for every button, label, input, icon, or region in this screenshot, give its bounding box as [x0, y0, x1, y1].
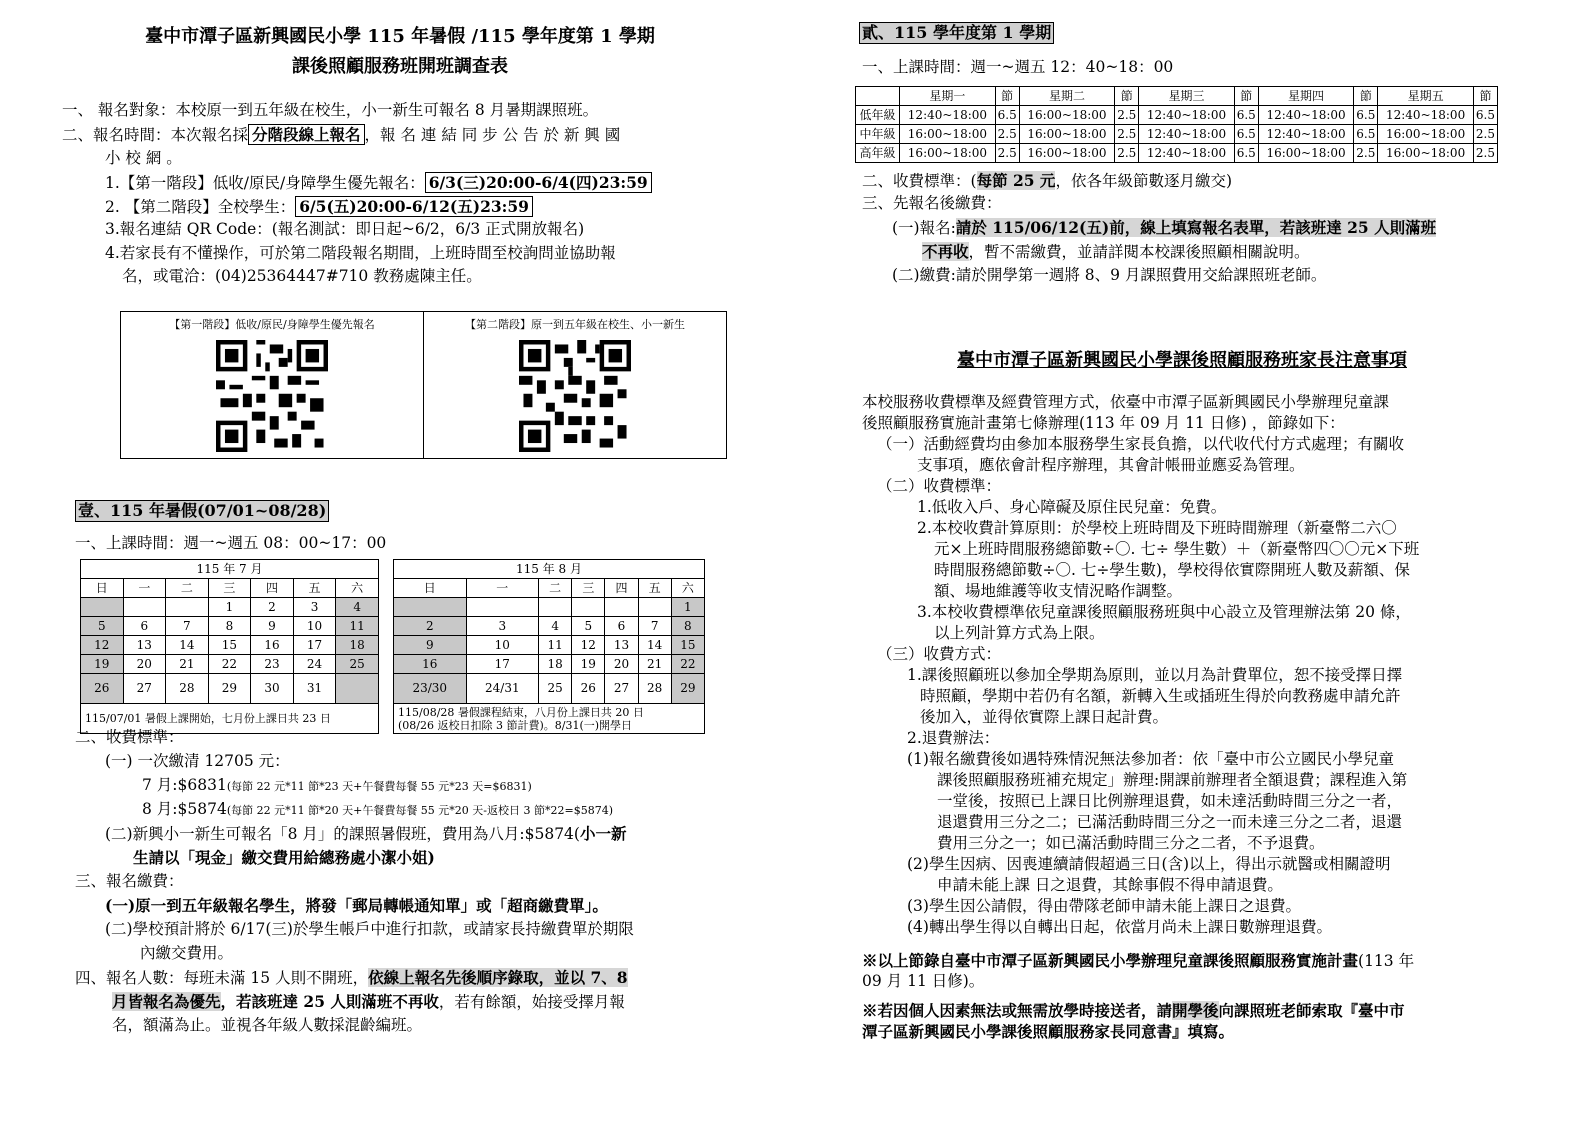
day: 7 — [638, 617, 671, 636]
weekday: 二 — [539, 579, 572, 598]
table-header — [856, 87, 900, 106]
fee-august: 8 月:$5874(每節 22 元*11 節*20 天+午餐費每餐 55 元*20 天-返校日 3 節*22=$5874) — [142, 800, 614, 818]
intro-line: 4.若家長有不懂操作，可於第二階段報名期間，上班時間至校詢問並協助報 — [105, 244, 616, 262]
day: 2 — [251, 598, 294, 617]
fee-heading: 二、收費標準： — [75, 728, 184, 746]
day: 18 — [336, 636, 379, 655]
day: 31 — [293, 674, 336, 704]
day: 24 — [293, 655, 336, 674]
day: 19 — [572, 655, 605, 674]
notice-line: 3.本校收費標準依兒童課後照顧服務班與中心設立及管理辦法第 20 條， — [917, 603, 1411, 621]
semester-hours: 一、上課時間：週一~週五 12：40~18：00 — [862, 58, 1174, 76]
day: 17 — [466, 655, 539, 674]
day: 21 — [638, 655, 671, 674]
table-header: 節 — [1354, 87, 1378, 106]
weekday: 六 — [671, 579, 704, 598]
summer-hours: 一、上課時間：週一~週五 08：00~17：00 — [75, 534, 387, 552]
day: 1 — [671, 598, 704, 617]
phase1-line: 1.【第一階段】低收/原民/身障學生優先報名： 6/3(三)20:00-6/4(四)23:59 — [105, 172, 652, 194]
day: 15 — [671, 636, 704, 655]
calendar-august — [393, 559, 705, 734]
semester-after-heading: 三、先報名後繳費： — [862, 194, 1002, 212]
day: 27 — [123, 674, 166, 704]
count-line: 名，額滿為止。並視各年級人數採混齡編班。 — [112, 1016, 423, 1034]
day: 12 — [81, 636, 124, 655]
day: 24/31 — [466, 674, 539, 704]
day: 12 — [572, 636, 605, 655]
table-header: 星期五 — [1378, 87, 1474, 106]
notice-line: 退還費用三分之二；已滿活動時間三分之一而未達三分之二者，退還 — [937, 813, 1403, 831]
table-row: 高年級 16:00~18:00 2.5 16:00~18:00 2.5 12:40~18:00 6.5 16:00~18:00 2.5 16:00~18:00 2.5 — [856, 144, 1498, 163]
qr-cell-phase1 — [121, 312, 423, 458]
day: 23/30 — [394, 674, 467, 704]
qr-code-box — [120, 311, 727, 459]
day: 8 — [671, 617, 704, 636]
table-header: 節 — [1115, 87, 1139, 106]
table-header: 星期四 — [1258, 87, 1354, 106]
day: 25 — [539, 674, 572, 704]
day: 16 — [394, 655, 467, 674]
day: 9 — [394, 636, 467, 655]
weekday: 日 — [394, 579, 467, 598]
day: 29 — [671, 674, 704, 704]
table-row: 中年級 16:00~18:00 2.5 16:00~18:00 2.5 12:40~18:00 6.5 12:40~18:00 6.5 16:00~18:00 2.5 — [856, 125, 1498, 144]
day — [572, 598, 605, 617]
day: 6 — [605, 617, 638, 636]
intro-line: 一、 報名對象：本校原一到五年級在校生，小一新生可報名 8 月暑期課照班。 — [62, 101, 599, 119]
day: 21 — [166, 655, 209, 674]
weekday: 三 — [572, 579, 605, 598]
weekday: 日 — [81, 579, 124, 598]
day: 28 — [638, 674, 671, 704]
calendar-note: 115/08/28 暑假課程結束，八月份上課日共 20 日 (08/26 返校日扣除 3 節計費)。8/31(一)開學日 — [394, 704, 705, 734]
semester-fee: 二、收費標準：(每節 25 元，依各年級節數逐月繳交) — [862, 171, 1232, 190]
day: 10 — [293, 617, 336, 636]
qr-code-icon[interactable] — [216, 340, 328, 452]
weekday: 五 — [293, 579, 336, 598]
weekday: 一 — [123, 579, 166, 598]
pay-line: 內繳交費用。 — [140, 944, 234, 962]
day — [336, 674, 379, 704]
count-line: 四、報名人數：每班未滿 15 人則不開班，依線上報名先後順序錄取，並以 7、8 — [75, 968, 628, 987]
day: 4 — [539, 617, 572, 636]
notice-line: (1)報名繳費後如遇特殊情況無法參加者：依「臺中市公立國民小學兒童 — [907, 750, 1394, 768]
notice-line: 時照顧，學期中若仍有名額，新轉入生或插班生得於向教務處申請允許 — [920, 687, 1401, 705]
semester-after-line: (一)報名:請於 115/06/12(五)前，線上填寫報名表單，若該班達 25 人則滿班 — [892, 218, 1437, 237]
notice-line: (2)學生因病、因喪連續請假超過三日(含)以上，得出示就醫或相關證明 — [907, 855, 1391, 873]
notice-line: 後照顧服務實施計畫第七條辦理(113 年 09 月 11 日修) ，節錄如下： — [862, 414, 1345, 432]
day: 3 — [466, 617, 539, 636]
day: 29 — [208, 674, 251, 704]
table-row: 低年級 12:40~18:00 6.5 16:00~18:00 2.5 12:40~18:00 6.5 12:40~18:00 6.5 12:40~18:00 6.5 — [856, 106, 1498, 125]
table-header: 星期一 — [900, 87, 996, 106]
semester-heading: 貳、115 學年度第 1 學期 — [859, 22, 1054, 44]
calendar-title: 115 年 8 月 — [394, 560, 705, 579]
qr-label: 【第二階段】原一到五年級在校生、小一新生 — [465, 318, 685, 331]
notice-line: 申請未能上課 日之退費，其餘事假不得申請退費。 — [937, 876, 1283, 894]
intro-line: 名，或電洽：(04)25364447#710 教務處陳主任。 — [122, 267, 482, 285]
notice-line: 以上列計算方式為上限。 — [934, 624, 1105, 642]
semester-after-line: 不再收，暫不需繳費，並請詳閱本校課後照顧相關說明。 — [922, 242, 1310, 261]
day: 17 — [293, 636, 336, 655]
day: 23 — [251, 655, 294, 674]
notice-line: 一堂後，按照已上課日比例辦理退費，如未達活動時間三分之一者， — [937, 792, 1403, 810]
day: 19 — [81, 655, 124, 674]
weekday: 一 — [466, 579, 539, 598]
weekday: 五 — [638, 579, 671, 598]
summer-heading: 壹、115 年暑假(07/01~08/28) — [75, 500, 329, 522]
day: 28 — [166, 674, 209, 704]
day: 27 — [605, 674, 638, 704]
day: 3 — [293, 598, 336, 617]
notice-line: （一）活動經費均由參加本服務學生家長負擔，以代收代付方式處理；有關收 — [877, 435, 1405, 453]
day: 5 — [572, 617, 605, 636]
day: 22 — [208, 655, 251, 674]
day: 7 — [166, 617, 209, 636]
notice-line: 2.退費辦法： — [907, 729, 1000, 747]
weekday: 四 — [605, 579, 638, 598]
notice-line: 1.低收入戶、身心障礙及原住民兒童：免費。 — [917, 498, 1227, 516]
notice-line: （二）收費標準： — [877, 477, 1002, 495]
qr-label: 【第一階段】低收/原民/身障學生優先報名 — [169, 318, 375, 331]
pay-heading: 三、報名繳費： — [75, 872, 184, 890]
notice-footnote: 09 月 11 日修)。 — [862, 972, 985, 990]
day: 8 — [208, 617, 251, 636]
day: 6 — [123, 617, 166, 636]
notice-line: 1.課後照顧班以參加全學期為原則，並以月為計費單位，恕不接受擇日擇 — [907, 666, 1403, 684]
fee-july: 7 月:$6831(每節 22 元*11 節*23 天+午餐費每餐 55 元*23 天=$6831) — [142, 776, 532, 794]
notice-line: 額、場地維護等收支情況略作調整。 — [934, 582, 1183, 600]
calendar-july — [80, 559, 379, 734]
calendar-note: 115/07/01 暑假上課開始，七月份上課日共 23 日 — [81, 704, 379, 734]
day: 1 — [208, 598, 251, 617]
day: 10 — [466, 636, 539, 655]
semester-schedule-table — [855, 86, 1498, 163]
notice-line: (3)學生因公請假，得由帶隊老師申請未能上課日之退費。 — [907, 897, 1301, 915]
day: 16 — [251, 636, 294, 655]
day: 22 — [671, 655, 704, 674]
phase2-line: 2. 【第二階段】全校學生： 6/5(五)20:00-6/12(五)23:59 — [105, 196, 533, 218]
semester-after-line: (二)繳費:請於開學第一週將 8、9 月課照費用交給課照班老師。 — [892, 266, 1327, 284]
pay-line: (一)原一到五年級報名學生，將發「郵局轉帳通知單」或「超商繳費單」。 — [105, 896, 608, 915]
day: 11 — [539, 636, 572, 655]
day — [466, 598, 539, 617]
weekday: 二 — [166, 579, 209, 598]
notice-line: 時間服務總節數÷〇. 七÷學生數)，學校得依實際開班人數及薪額、保 — [934, 561, 1410, 579]
notice-footnote: 潭子區新興國民小學課後照顧服務家長同意書』填寫。 — [862, 1022, 1235, 1041]
day: 20 — [605, 655, 638, 674]
day: 5 — [81, 617, 124, 636]
day: 14 — [166, 636, 209, 655]
fee-line: (一) 一次繳清 12705 元： — [105, 752, 290, 770]
notice-line: (4)轉出學生得以自轉出日起，依當月尚未上課日數辦理退費。 — [907, 918, 1332, 936]
day: 9 — [251, 617, 294, 636]
notice-footnote: ※以上節錄自臺中市潭子區新興國民小學辦理兒童課後照顧服務實施計畫(113 年 — [862, 951, 1415, 970]
table-header: 節 — [1473, 87, 1497, 106]
notice-line: 本校服務收費標準及經費管理方式，依臺中市潭子區新興國民小學辦理兒童課 — [862, 393, 1390, 411]
day: 25 — [336, 655, 379, 674]
notice-line: 支事項，應依會計程序辦理，其會計帳冊並應妥為管理。 — [917, 456, 1305, 474]
day: 13 — [123, 636, 166, 655]
doc-title-line1: 臺中市潭子區新興國民小學 115 年暑假 /115 學年度第 1 學期 — [145, 26, 655, 47]
day: 15 — [208, 636, 251, 655]
fee-line: 生請以「現金」繳交費用給總務處小潔小姐) — [133, 848, 435, 867]
notice-footnote: ※若因個人因素無法或無需放學時接送者，請開學後向課照班老師索取『臺中市 — [862, 1001, 1405, 1020]
weekday: 六 — [336, 579, 379, 598]
day: 4 — [336, 598, 379, 617]
day — [123, 598, 166, 617]
weekday: 四 — [251, 579, 294, 598]
day — [605, 598, 638, 617]
fee-line: (二)新興小一新生可報名「8 月」的課照暑假班，費用為八月:$5874(小一新 — [105, 824, 627, 843]
count-line: 月皆報名為優先，若該班達 25 人則滿班不再收，若有餘額，始接受擇月報 — [112, 992, 625, 1011]
notice-line: 後加入，並得依實際上課日起計費。 — [920, 708, 1169, 726]
notice-line: （三）收費方式： — [877, 645, 1002, 663]
day: 11 — [336, 617, 379, 636]
table-header: 星期二 — [1019, 87, 1115, 106]
day: 2 — [394, 617, 467, 636]
day — [638, 598, 671, 617]
day — [81, 598, 124, 617]
table-header: 星期三 — [1139, 87, 1235, 106]
day — [539, 598, 572, 617]
table-header: 節 — [1234, 87, 1258, 106]
intro-line: 小 校 網 。 — [105, 149, 182, 167]
notice-line: 2.本校收費計算原則：於學校上班時間及下班時間辦理（新臺幣二六〇 — [917, 519, 1397, 537]
calendar-title: 115 年 7 月 — [81, 560, 379, 579]
doc-title-line2: 課後照顧服務班開班調查表 — [292, 56, 508, 77]
day — [166, 598, 209, 617]
qr-code-icon[interactable] — [519, 340, 631, 452]
weekday: 三 — [208, 579, 251, 598]
notice-line: 課後照顧服務班補充規定」辦理:開課前辦理者全額退費；課程進入第 — [937, 771, 1408, 789]
notice-line: 費用三分之一；如已滿活動時間三分之二者，不予退費。 — [937, 834, 1325, 852]
day: 18 — [539, 655, 572, 674]
day: 20 — [123, 655, 166, 674]
day: 14 — [638, 636, 671, 655]
notice-line: 元×上班時間服務總節數÷〇. 七÷ 學生數）＋（新臺幣四〇〇元×下班 — [934, 540, 1420, 558]
day: 30 — [251, 674, 294, 704]
notice-title: 臺中市潭子區新興國民小學課後照顧服務班家長注意事項 — [957, 350, 1407, 371]
day — [394, 598, 467, 617]
qr-cell-phase2 — [423, 312, 726, 458]
intro-line: 3.報名連結 QR Code：(報名測試：即日起~6/2，6/3 正式開放報名) — [105, 220, 585, 238]
intro-line: 二、報名時間：本次報名採 分階段線上報名 ，報 名 連 結 同 步 公 告 於 新 興 國 — [62, 125, 621, 144]
table-header: 節 — [995, 87, 1019, 106]
day: 26 — [572, 674, 605, 704]
day: 26 — [81, 674, 124, 704]
day: 13 — [605, 636, 638, 655]
pay-line: (二)學校預計將於 6/17(三)於學生帳戶中進行扣款，或請家長持繳費單於期限 — [105, 920, 634, 938]
